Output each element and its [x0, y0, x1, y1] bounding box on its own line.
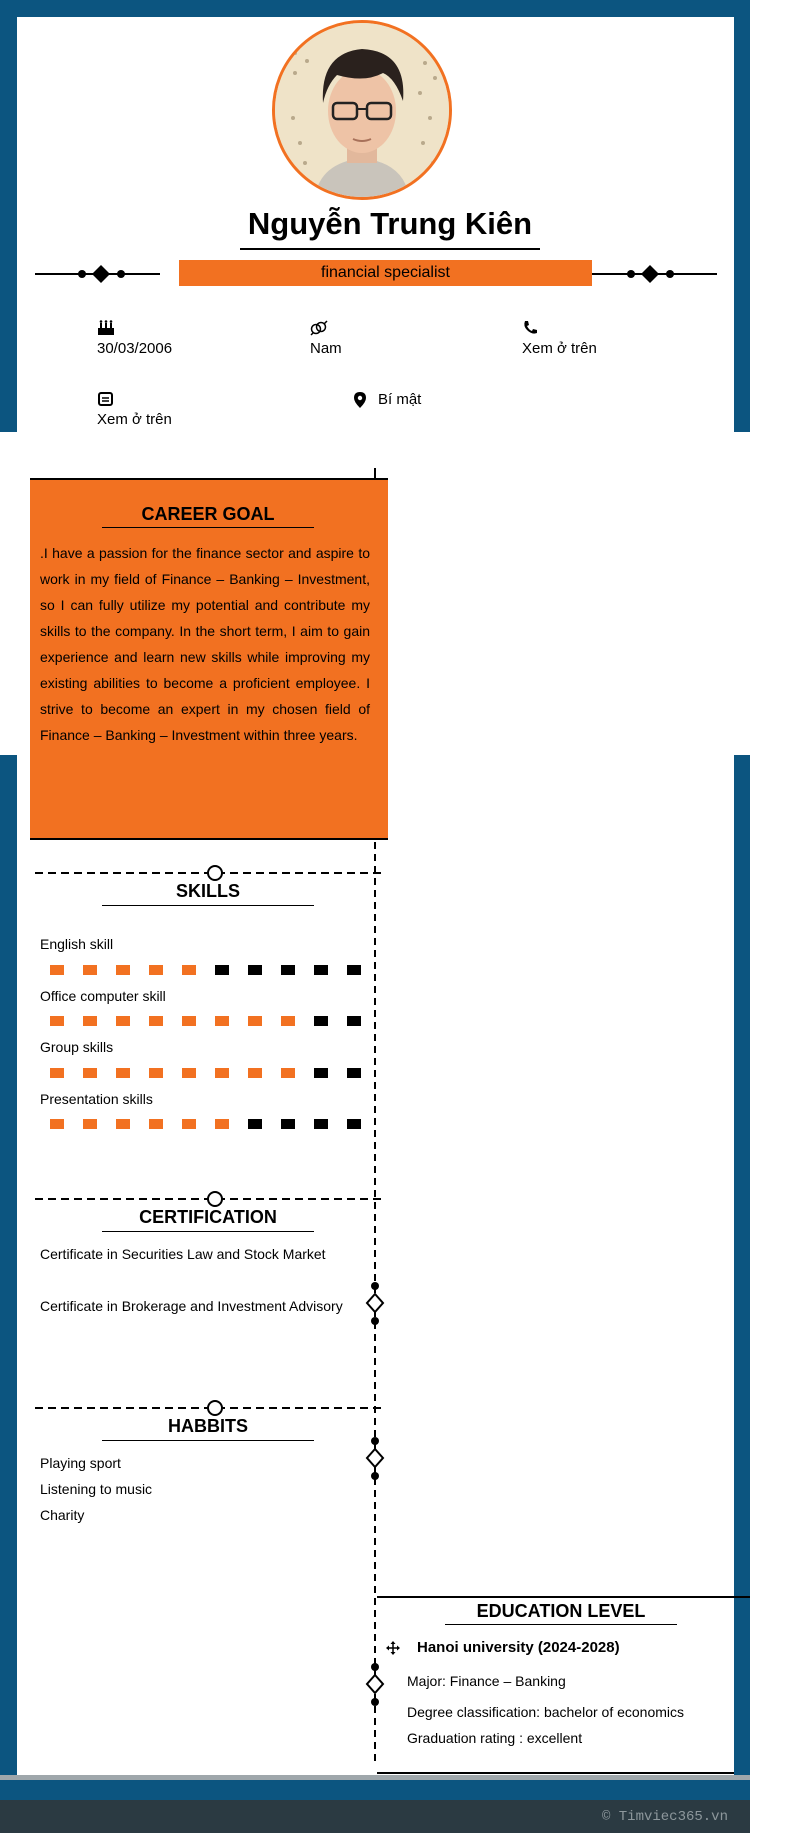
habit-item: Charity [40, 1507, 85, 1523]
skill-rating [50, 1068, 361, 1078]
candidate-name: Nguyễn Trung Kiên [247, 206, 533, 241]
skill-dot-filled [83, 1068, 97, 1078]
skill-dot-filled [83, 1016, 97, 1026]
skill-dot-filled [116, 1016, 130, 1026]
skill-dot-filled [116, 1119, 130, 1129]
education-top-line [377, 1596, 750, 1598]
skill-dot-filled [182, 965, 196, 975]
career-goal-text: .I have a passion for the finance sector and aspire to work in my field of Finance – Banking – Investment, so I can fully utilize my potential and contribute my skills to the company. In the short term, I aim to gain experience and learn new skills while improving my existing abilities to become a proficient employee. I strive to become an expert in my chosen field of Finance – Banking – Investment within three years. [40, 545, 370, 743]
skill-dot-filled [83, 1119, 97, 1129]
education-school: Hanoi university (2024-2028) [417, 1639, 620, 1656]
certification-item: Certificate in Brokerage and Investment Advisory [40, 1298, 343, 1314]
skill-dot-filled [182, 1068, 196, 1078]
skill-dot-filled [116, 1068, 130, 1078]
skill-dot-filled [215, 1016, 229, 1026]
skill-dot-filled [83, 965, 97, 975]
habits-underline [102, 1440, 314, 1441]
gender-value: Nam [310, 340, 342, 357]
career-goal-section [30, 480, 388, 840]
career-goal-underline [102, 527, 314, 528]
skill-dot-empty [347, 1119, 361, 1129]
skill-dot-empty [347, 1016, 361, 1026]
email-value: Xem ở trên [97, 411, 172, 428]
skill-dot-filled [50, 965, 64, 975]
skill-dot-filled [149, 1016, 163, 1026]
skill-label: Office computer skill [40, 988, 166, 1004]
move-arrows-icon [386, 1641, 400, 1655]
skill-dot-empty [314, 1016, 328, 1026]
job-title: financial specialist [179, 260, 592, 286]
education-major: Major: Finance – Banking [407, 1673, 566, 1689]
skill-dot-filled [149, 1068, 163, 1078]
habit-item: Listening to music [40, 1481, 153, 1497]
skill-dot-filled [281, 1068, 295, 1078]
skill-label: Group skills [40, 1039, 114, 1055]
skill-rating [50, 1016, 361, 1026]
skill-dot-filled [248, 1016, 262, 1026]
career-goal-title: CAREER GOAL [141, 504, 275, 524]
skill-dot-empty [347, 1068, 361, 1078]
skill-dot-empty [215, 965, 229, 975]
education-underline [445, 1624, 677, 1625]
skill-label: Presentation skills [40, 1091, 153, 1107]
skill-dot-filled [281, 1016, 295, 1026]
skill-dot-filled [182, 1016, 196, 1026]
habit-item: Playing sport [40, 1455, 121, 1471]
skill-dot-filled [149, 965, 163, 975]
skill-dot-empty [281, 1119, 295, 1129]
skill-dot-filled [215, 1068, 229, 1078]
skill-dot-empty [314, 1119, 328, 1129]
education-degree: Degree classification: bachelor of economics [407, 1704, 685, 1720]
skill-label: English skill [40, 936, 114, 952]
skill-dot-filled [149, 1119, 163, 1129]
certification-title: CERTIFICATION [139, 1207, 277, 1227]
skill-dot-filled [50, 1068, 64, 1078]
address-value: Bí mật [378, 391, 422, 408]
skill-dot-empty [314, 965, 328, 975]
skills-underline [102, 905, 314, 906]
education-title: EDUCATION LEVEL [476, 1601, 646, 1621]
certification-item: Certificate in Securities Law and Stock Market [40, 1246, 326, 1262]
certification-underline [102, 1231, 314, 1232]
skill-dot-filled [215, 1119, 229, 1129]
habits-title: HABBITS [168, 1416, 248, 1436]
footer [0, 1800, 750, 1833]
birthday-value: 30/03/2006 [97, 340, 173, 357]
skill-dot-filled [182, 1119, 196, 1129]
education-rating: Graduation rating : excellent [407, 1730, 583, 1746]
skill-rating [50, 1119, 361, 1129]
education-bottom-line [377, 1772, 734, 1774]
skill-dot-empty [314, 1068, 328, 1078]
skills-title: SKILLS [175, 881, 240, 901]
skill-dot-filled [50, 1016, 64, 1026]
skill-dot-empty [281, 965, 295, 975]
skill-dot-filled [116, 965, 130, 975]
skill-rating [50, 965, 361, 975]
footer-watermark: © Timviec365.vn [601, 1809, 728, 1825]
phone-value: Xem ở trên [522, 340, 597, 357]
skill-dot-filled [248, 1068, 262, 1078]
skill-dot-empty [248, 1119, 262, 1129]
skill-dot-empty [347, 965, 361, 975]
skill-dot-empty [248, 965, 262, 975]
skill-dot-filled [50, 1119, 64, 1129]
